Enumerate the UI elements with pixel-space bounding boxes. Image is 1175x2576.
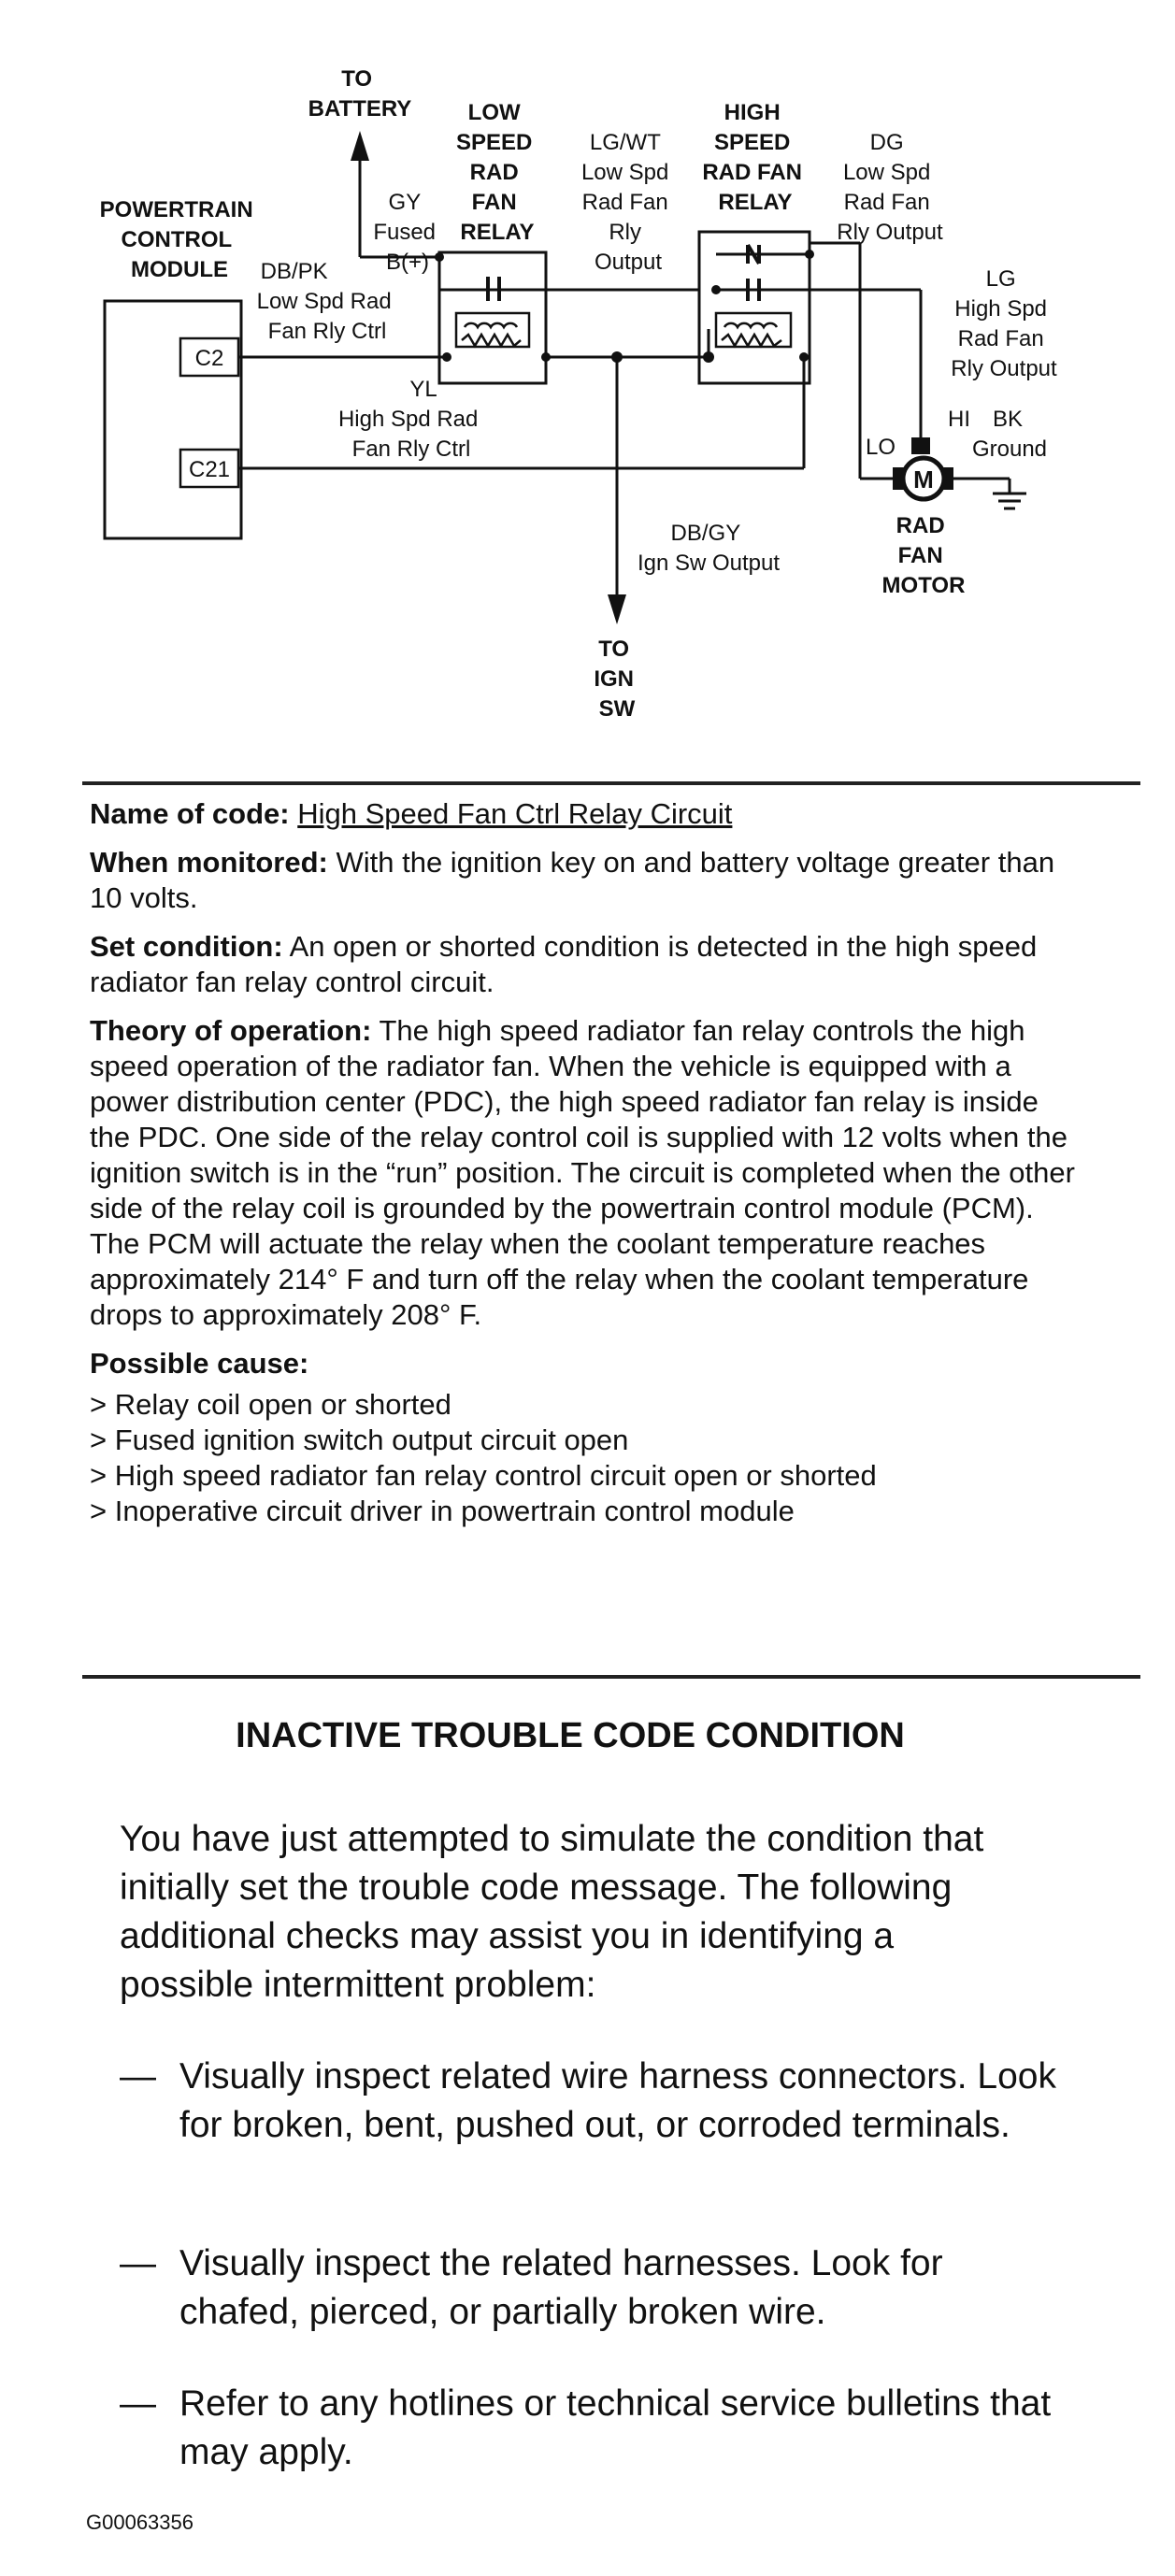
ground-label: Ground xyxy=(971,436,1048,462)
list-item: > Relay coil open or shorted xyxy=(90,1388,451,1421)
dash-bullet: — xyxy=(120,2056,156,2097)
list-item: > Fused ignition switch output circuit open xyxy=(90,1424,629,1456)
theory-label: Theory of operation: xyxy=(90,1014,372,1047)
inactive-heading: INACTIVE TROUBLE CODE CONDITION xyxy=(236,1716,905,1755)
motor-lo-label: LO xyxy=(865,435,896,460)
check-step-text: Visually inspect related wire harness connectors. Look for broken, bent, pushed out, or corroded terminals. xyxy=(179,2056,1056,2145)
possible-cause-list xyxy=(90,1387,1081,1529)
possible-cause-label: Possible cause: xyxy=(90,1347,309,1380)
wire-yl-label: YL High Spd Rad Fan Rly Ctrl xyxy=(337,377,479,462)
wire-gy-label: GY Fused B(+) xyxy=(373,190,437,275)
to-ign-sw-label: TO IGN SW xyxy=(594,637,636,722)
dash-bullet: — xyxy=(120,2383,156,2424)
pcm-pin-c21: C21 xyxy=(188,457,231,482)
section-divider-bottom xyxy=(82,1675,1140,1679)
section-divider-top xyxy=(82,781,1140,785)
wire-lgwt-label: LG/WT Low Spd Rad Fan Rly Output xyxy=(580,130,669,275)
when-monitored-label: When monitored: xyxy=(90,846,328,879)
motor-hi-label: HI xyxy=(948,407,970,432)
wiring-diagram xyxy=(0,0,1175,748)
theory-text: The high speed radiator fan relay controls the high speed operation of the radiator fan. When the vehicle is equipped with a power distribution center (PDC), the high speed radiator fan relay is inside the PDC. One side of the relay control coil is supplied with 12 volts when the ignition switch is in the “run” position. The circuit is completed when the other side of the relay coil is grounded by the powertrain control module (PCM). The PCM will actuate the relay when the coolant temperature reaches approximately 214° F and turn off the relay when the coolant temperature drops to approximately 208° F. xyxy=(90,1014,1075,1331)
dash-bullet: — xyxy=(120,2243,156,2283)
when-monitored xyxy=(90,845,1081,916)
wire-dbgy-label: DB/GY Ign Sw Output xyxy=(637,521,781,576)
high-speed-relay-label: HIGH SPEED RAD FAN RELAY xyxy=(702,100,802,215)
set-condition-text: An open or shorted condition is detected in the high speed radiator fan relay control circuit. xyxy=(90,930,1038,998)
to-battery-label: TO BATTERY xyxy=(308,66,412,122)
code-name xyxy=(90,796,1081,832)
wire-bk-label: BK xyxy=(992,407,1024,432)
code-info xyxy=(90,796,1081,1529)
check-step-text: Visually inspect the related harnesses. Look for chafed, pierced, or partially broken wire. xyxy=(179,2243,943,2332)
rad-fan-motor xyxy=(893,437,953,499)
wire-dbpk-label: DB/PK Low Spd Rad Fan Rly Ctrl xyxy=(256,259,392,344)
set-condition xyxy=(90,929,1081,1000)
pcm-pin-c2: C2 xyxy=(194,346,224,371)
inactive-intro: You have just attempted to simulate the condition that initially set the trouble code message. The following additional checks may assist you in identifying a possible intermittent problem: xyxy=(120,1819,984,2005)
check-step-text: Refer to any hotlines or technical service bulletins that may apply. xyxy=(179,2383,1052,2472)
code-name-label: Name of code: xyxy=(90,797,290,830)
when-monitored-text: With the ignition key on and battery voltage greater than 10 volts. xyxy=(90,846,1055,914)
low-speed-relay-label: LOW SPEED RAD FAN RELAY xyxy=(455,100,535,245)
pcm-label: POWERTRAIN CONTROL MODULE xyxy=(99,197,253,282)
list-item: > Inoperative circuit driver in powertrain control module xyxy=(90,1495,795,1527)
wire-dg-label: DG Low Spd Rad Fan Rly Output xyxy=(837,130,943,245)
possible-cause xyxy=(90,1346,1081,1381)
figure-id: G00063356 xyxy=(86,2511,193,2534)
set-condition-label: Set condition: xyxy=(90,930,283,963)
theory-of-operation xyxy=(90,1013,1081,1333)
motor-symbol: M xyxy=(913,465,934,494)
code-name-value: High Speed Fan Ctrl Relay Circuit xyxy=(297,797,733,830)
list-item: > High speed radiator fan relay control circuit open or shorted xyxy=(90,1459,877,1492)
wire-lg-label: LG High Spd Rad Fan Rly Output xyxy=(951,266,1057,381)
rad-fan-motor-label: RAD FAN MOTOR xyxy=(881,513,966,598)
